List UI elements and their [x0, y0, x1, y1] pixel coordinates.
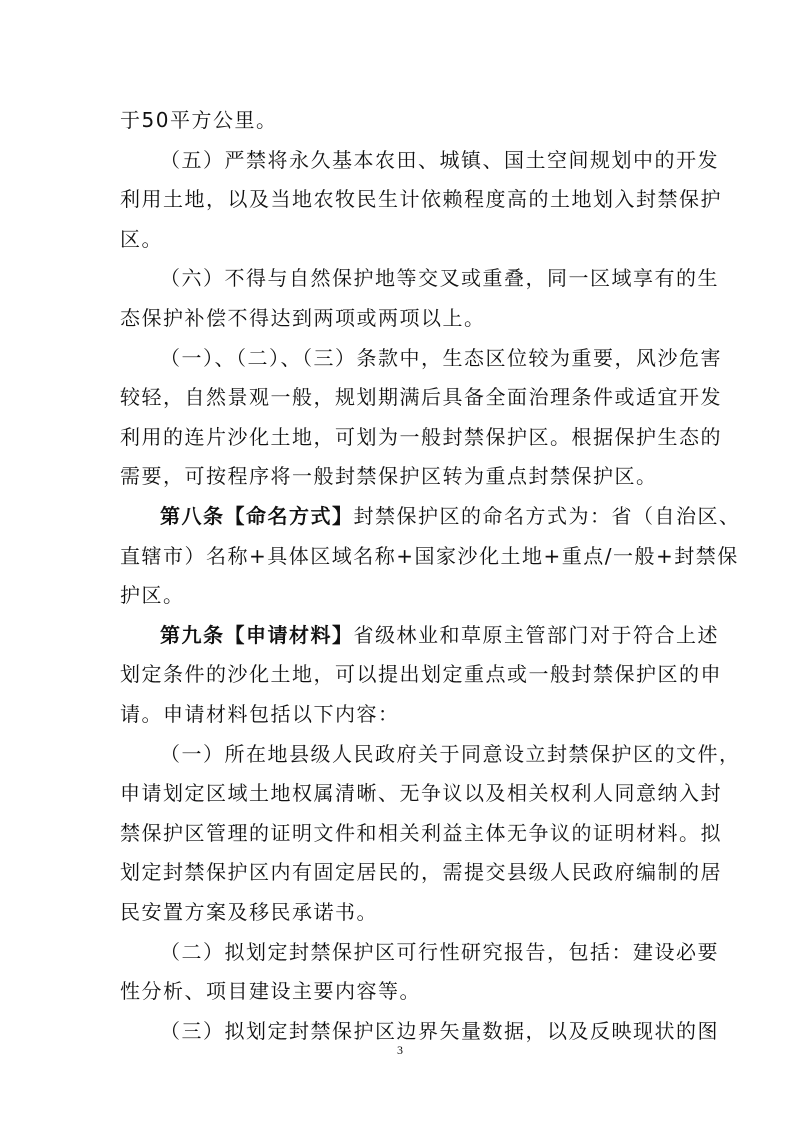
text-line: 较轻，自然景观一般，规划期满后具备全面治理条件或适宜开发: [120, 385, 722, 409]
text-line: 直辖市）名称+具体区域名称+国家沙化土地+重点/一般+封禁保: [120, 544, 739, 568]
page-number: 3: [397, 1043, 403, 1057]
text-line: 申请划定区域土地权属清晰、无争议以及相关权利人同意纳入封: [120, 781, 722, 805]
text-line: （二）拟划定封禁保护区可行性研究报告，包括：建设必要: [160, 940, 719, 964]
text-line: 性分析、项目建设主要内容等。: [120, 979, 421, 1003]
text-line: 区。: [120, 227, 163, 251]
text-line: 请。申请材料包括以下内容：: [120, 702, 400, 726]
text-line: （一）所在地县级人民政府关于同意设立封禁保护区的文件，: [160, 742, 741, 766]
text-line: 于50平方公里。: [120, 108, 278, 132]
article-8-heading: 第八条【命名方式】: [160, 504, 354, 528]
text-line: 需要，可按程序将一般封禁保护区转为重点封禁保护区。: [120, 464, 658, 488]
text-line: 护区。: [120, 583, 185, 607]
text-line: 封禁保护区的命名方式为：省（自治区、: [353, 504, 741, 528]
article-9-heading: 第九条【申请材料】: [160, 623, 354, 647]
text-line: （六）不得与自然保护地等交叉或重叠，同一区域享有的生: [160, 266, 719, 290]
text-line: 民安置方案及移民承诺书。: [120, 900, 378, 924]
text-line: 利用的连片沙化土地，可划为一般封禁保护区。根据保护生态的: [120, 425, 722, 449]
text-line: （三）拟划定封禁保护区边界矢量数据，以及反映现状的图: [160, 1019, 719, 1043]
text-line: （五）严禁将永久基本农田、城镇、国土空间规划中的开发: [160, 148, 719, 172]
text-line: 禁保护区管理的证明文件和相关利益主体无争议的证明材料。拟: [120, 821, 722, 845]
text-line: 划定封禁保护区内有固定居民的，需提交县级人民政府编制的居: [120, 860, 722, 884]
text-line: （一）、（二）、（三）条款中，生态区位较为重要，风沙危害: [160, 346, 722, 370]
text-line: 划定条件的沙化土地，可以提出划定重点或一般封禁保护区的申: [120, 662, 722, 686]
text-line: 利用土地，以及当地农牧民生计依赖程度高的土地划入封禁保护: [120, 187, 722, 211]
article-8-line: [160, 504, 741, 528]
text-line: 省级林业和草原主管部门对于符合上述: [353, 623, 719, 647]
article-9-line: [160, 623, 719, 647]
text-line: 态保护补偿不得达到两项或两项以上。: [120, 306, 486, 330]
